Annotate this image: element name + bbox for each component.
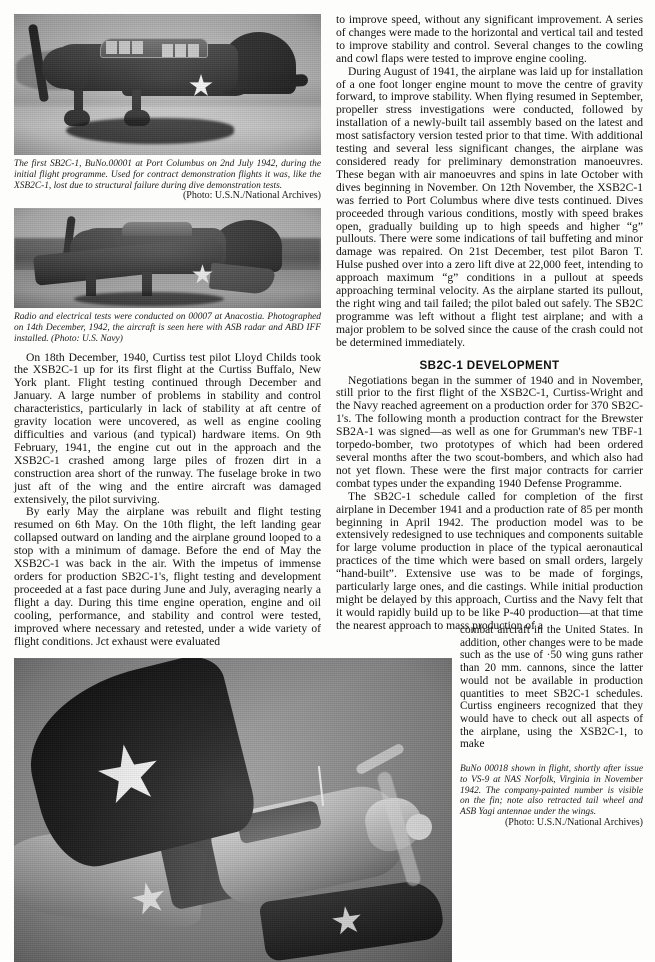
paragraph-text: combat aircraft in the United States. In addition, other changes were to be made such as the use of ·50 wing guns rather than 20 mm. cannons, since the latter would not be available in production quantities to meet SB2C-1 schedules. Curtiss engineers recognized that they would have to check out all aspects of the airplane, using the XSB2C-1, to make [460, 624, 643, 751]
caption-text: The first SB2C-1, BuNo.00001 at Port Columbus on 2nd July 1942, during the initial flight programme. Used for contract demonstration flights it was, like the XSB2C-1, lost due to structural failure during dive demonstration tests. [14, 159, 321, 191]
photo-first-sb2c-at-port-columbus [14, 14, 321, 155]
canopy-pane [119, 41, 130, 54]
photo-buno-00018-in-flight [14, 658, 452, 962]
wrapped-text-column [460, 624, 643, 829]
canopy-pane [106, 41, 117, 54]
caption-first-sb2c [14, 159, 321, 202]
paragraph-text: The SB2C-1 schedule called for completion of the first airplane in December 1941 and a production rate of 85 per month beginning in April 1942. The production model was to be extensively redesigned to use techniques and components suitable for large volume production in place of the typical aeronautical practices of the time which were based on small orders, largely “hand-built”. Extensive use was to be made of forgings, particularly large ones, and die castings. While initial production might be delayed by this approach, Curtiss and the Navy felt that it would rapidly build up to be like P-40 production—at that time the nearest approach to mass production of a [336, 489, 643, 632]
caption-text: Radio and electrical tests were conducted on 00007 at Anacostia. Photographed on 14th December, 1942, the aircraft is seen here with ASB radar and ABD IFF installed. [14, 312, 321, 344]
paragraph-text: On 18th December, 1940, Curtiss test pilot Lloyd Childs took the XSB2C-1 up for its first flight at the Curtiss Buffalo, New York plant. Flight testing continued through December and January. A large number of problems in stability and control characteristics, particularly in lack of stability at aft centre of gravity location were uncovered, as well as engine cooling difficulties and various (and typical) hardware items. On 9th February, 1941, the engine cut out in the approach and the XSB2C-1 crashed among large piles of frozen dirt in a construction area short of the runway. The fuselage broke in two just aft of the wing and the entire aircraft was damaged extensively, the pilot surviving. [14, 350, 321, 506]
caption-in-flight [460, 764, 643, 829]
aircraft-engine-cowling [42, 47, 88, 89]
photo-00007-at-anacostia [14, 208, 321, 308]
canopy-pane [132, 41, 143, 54]
right-paragraph-1 [336, 14, 643, 66]
caption-text: BuNo 00018 shown in flight, shortly after issue to VS-9 at NAS Norfolk, Virginia in November 1942. The company-painted number is visible on the fin; note also retracted tail wheel and ASB Yagi antennae under the wings. [460, 764, 643, 818]
paragraph-text: to improve speed, without any significant improvement. A series of changes were made to the horizontal and vertical tail and tested to improve stability and control. Several changes to the cowling and cowl flaps were tested to improve engine cooling. [336, 13, 643, 65]
aircraft-ground-shadow [66, 118, 234, 144]
left-paragraph-1 [14, 352, 321, 507]
wrapped-paragraph-continuation [460, 624, 643, 751]
paragraph-text: Negotiations began in the summer of 1940 and in November, still prior to the first flight of the XSB2C-1, Curtiss-Wright and the Navy reached agreement on a production order for 370 SB2C-1's. The following month a production contract for the Brewster SB2A-1 was signed—as well as one for Grumman's new TBF-1 torpedo-bomber, two prototypes of which had been ordered several months after the two scout-bombers, and which also had not yet flown. These were the first major contracts for carrier combat types under the expanding 1940 Defense Programme. [336, 373, 643, 490]
landing-gear-leg [86, 272, 96, 296]
right-paragraph-2 [336, 66, 643, 350]
canopy-pane [188, 44, 199, 57]
section-heading-sb2c-1-development: SB2C-1 DEVELOPMENT [419, 358, 560, 372]
in-flight-photo-container [14, 658, 452, 962]
propeller-spinner [406, 814, 432, 840]
caption-anacostia [14, 312, 321, 344]
photo-credit: (Photo: U.S.N./National Archives) [504, 817, 643, 829]
wrapped-paragraph-start [336, 491, 643, 633]
two-column-layout [14, 14, 643, 952]
photo-credit: (Photo: U.S. Navy) [50, 333, 123, 344]
right-column [336, 14, 643, 633]
aircraft-canopy [122, 222, 192, 236]
photo-credit: (Photo: U.S.N./National Archives) [182, 190, 321, 202]
bottom-photo-and-wrapped-text [14, 624, 643, 952]
left-paragraph-2 [14, 506, 321, 648]
right-paragraph-3 [336, 375, 643, 491]
paragraph-text: During August of 1941, the airplane was laid up for installation of a one foot longer engine mount to move the centre of gravity forward, to improve stability. When flying resumed in September, propeller stress investigations were conducted, followed by installation of a newly-built tail assembly based on the latest and most satisfactory version tested prior to that time. With additional testing and several less significant changes, the airplane was considered ready for preliminary demonstration manoeuvres. These began with air manoeuvres and spins in late October with dives beginning in November. On 12th November, the XSB2C-1 was ferried to Port Columbus where dive tests continued. Dives proceeded through various conditions, mostly with speed brakes open, gradually building up to high speeds and higher “g” pullouts. There were some indications of tail buffeting and minor damage was repaired. On 21st December, test pilot Baron T. Hulse pushed over into a zero lift dive at 22,000 feet, intending to approach maximum “g” conditions in a pullout at speeds approaching terminal velocity. As the airplane started its pullout, the right wing and tail failed; the pilot baled out safely. The SB2C programme was left without a flight test airplane; and with a major problem to be solved since the cause of the crash could not be determined immediately. [336, 64, 643, 349]
canopy-pane [162, 44, 173, 57]
paragraph-text: By early May the airplane was rebuilt and flight testing resumed on 6th May. On the 10th flight, the left landing gear collapsed outward on landing and the airplane ground looped to a stop with a minimum of damage. Before the end of May the XSB2C-1 was back in the air. With the impetus of immense orders for production SB2C-1's, flight testing and development proceeded at a fast pace during June and July, averaging nearly a flight a day. During this time engine operation, engine and oil cooling, performance, and stability and control were tested, improved where necessary and retested, under a wide variety of flight conditions. Jct exhaust were evaluated [14, 505, 321, 648]
canopy-pane [175, 44, 186, 57]
left-column [14, 14, 321, 648]
